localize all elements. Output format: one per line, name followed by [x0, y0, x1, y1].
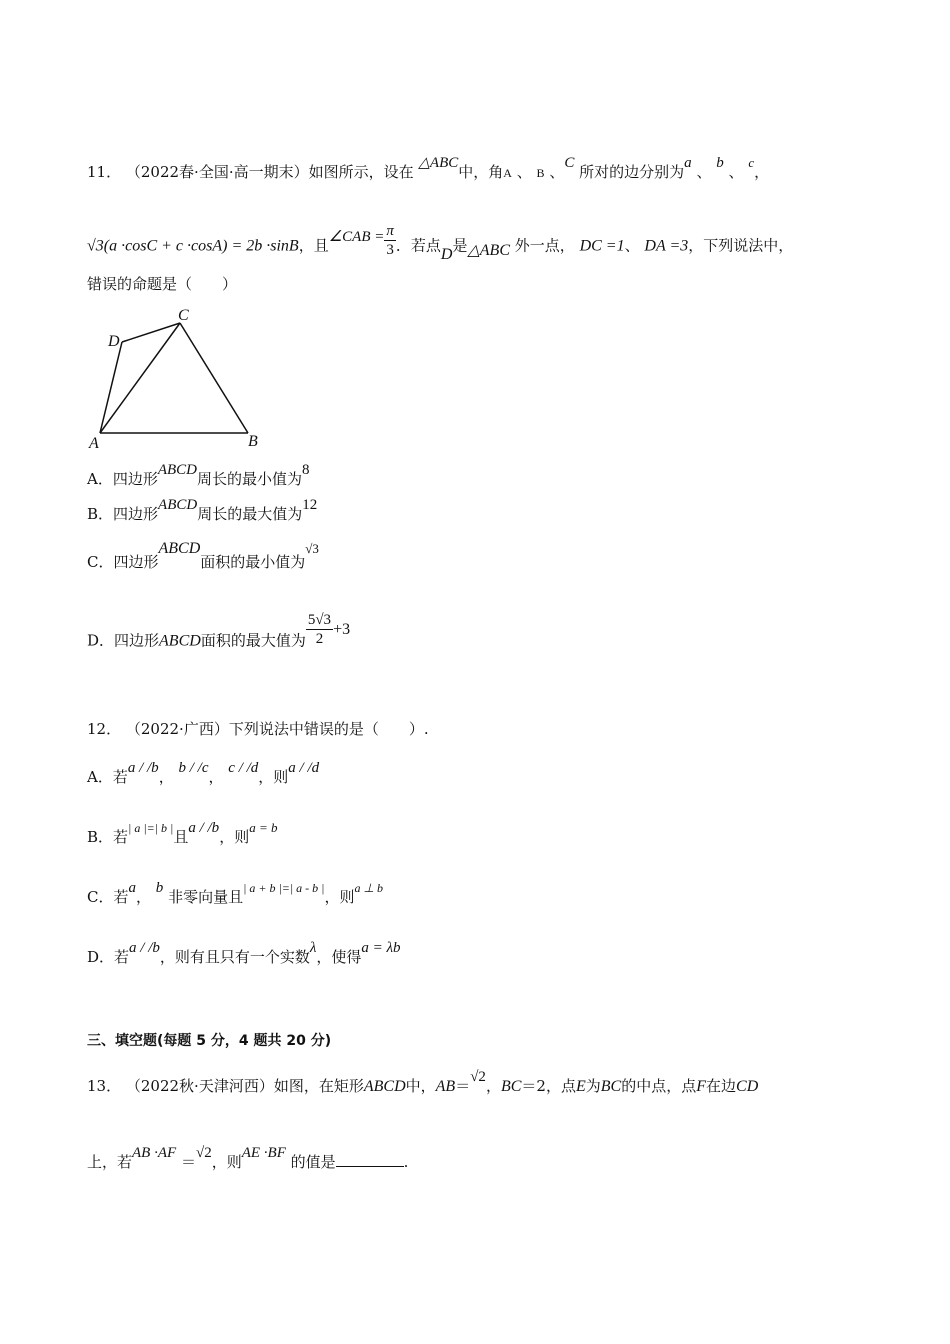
option-label: C．四边形 — [87, 553, 159, 571]
q11-comma: ， — [754, 163, 770, 181]
expr: a = λb — [361, 940, 401, 956]
option-label: B．若 — [87, 828, 129, 846]
q11-angle-a: A — [503, 166, 512, 180]
option-abcd: ABCD — [157, 462, 198, 478]
q11-text-mid: 中，角 — [458, 163, 504, 181]
then: ，使得 — [316, 948, 362, 966]
q11-side-b: b — [716, 155, 724, 171]
option-value: 8 — [302, 462, 310, 478]
q11-figure — [87, 305, 267, 453]
expr: c / /d — [228, 760, 259, 776]
q13-eq: ＝ — [455, 1077, 471, 1095]
q13-sqrt2: √2 — [195, 1145, 212, 1161]
q13-text: ， — [485, 1077, 501, 1095]
option-label: A．若 — [87, 768, 128, 786]
option-label: A．四边形 — [87, 470, 158, 488]
then: ，则 — [324, 888, 355, 906]
fraction-den: 2 — [315, 631, 324, 647]
option-text: 面积的最小值为 — [200, 553, 306, 571]
q13-line2 — [87, 1145, 409, 1173]
option-text: 周长的最小值为 — [197, 470, 303, 488]
option-value: 12 — [302, 497, 318, 513]
q11-and: ，且 — [298, 236, 329, 255]
text: 非零向量且 — [168, 888, 244, 906]
comma: ， — [208, 768, 224, 786]
label-a: A — [89, 435, 99, 452]
option-label: C．若 — [87, 888, 129, 906]
expr: a / /b — [129, 940, 160, 956]
edge-dc — [122, 323, 180, 342]
expr: a / /b — [127, 760, 159, 776]
q11-da: DA =3 — [644, 237, 689, 255]
q13-text: 如图，在矩形 — [273, 1077, 364, 1095]
q13-text: 的中点，点 — [621, 1077, 697, 1095]
answer-blank[interactable] — [336, 1152, 404, 1167]
expr: a — [128, 880, 136, 896]
q13-text: 中， — [405, 1077, 436, 1095]
q11-option-a — [87, 462, 310, 490]
q13-text: ＝2，点 — [521, 1077, 576, 1095]
q13-text: ，则 — [211, 1153, 242, 1171]
q11-triangle: △ABC — [418, 155, 459, 171]
q11-angle-c: C — [564, 155, 575, 171]
q11-equation: √3(a ·cosC + c ·cosA) = 2b ·sinB — [87, 237, 299, 255]
expr: a / /b — [188, 820, 220, 836]
q11-side-a: a — [684, 155, 692, 171]
q11-following: ，下列说法中， — [688, 236, 794, 255]
q13-text: 的值是 — [290, 1153, 336, 1171]
q13-e: E — [575, 1078, 586, 1095]
q12-option-d — [87, 940, 401, 968]
edge-bc — [180, 323, 248, 433]
then: ，则 — [258, 768, 289, 786]
q11-pi: π — [386, 223, 394, 239]
expr: | a + b |=| a - b | — [243, 881, 325, 895]
expr: λ — [309, 940, 317, 956]
q13-ab: AB — [435, 1078, 456, 1095]
fraction-num: 5√3 — [307, 612, 332, 628]
q13-bc: BC — [600, 1078, 622, 1095]
label-d: D — [108, 333, 120, 350]
q11-pi-over-3 — [384, 222, 396, 259]
q11-angle-cab: ∠CAB = — [328, 228, 385, 245]
option-abcd: ABCD — [158, 497, 198, 513]
option-label: D．若 — [87, 948, 130, 966]
q11-is: 是 — [452, 236, 468, 255]
q13-number: 13． — [87, 1077, 122, 1095]
expr: | a |=| b | — [128, 821, 174, 835]
expr: a = b — [249, 820, 278, 835]
q11-option-b — [87, 497, 318, 525]
q12-source: （2022·广西） — [125, 720, 229, 738]
q12-option-a — [87, 760, 320, 788]
option-fraction — [306, 611, 333, 648]
label-b: B — [248, 433, 258, 450]
q12-option-b — [87, 820, 278, 848]
option-text: 周长的最大值为 — [197, 505, 303, 523]
option-text: 面积的最大值为 — [200, 631, 306, 650]
q13-text: 在边 — [706, 1077, 737, 1095]
option-label: D．四边形 — [87, 631, 160, 650]
q11-option-d — [87, 612, 351, 660]
q11-dc: DC =1 — [579, 237, 625, 255]
q13-text: 上，若 — [87, 1153, 133, 1171]
comma: ， — [158, 768, 174, 786]
q11-angle-b: B — [536, 166, 545, 180]
q13-bc: BC — [500, 1078, 522, 1095]
section3-title: 三、填空题(每题 5 分，4 题共 20 分) — [87, 1033, 332, 1049]
q11-outside: 外一点， — [514, 236, 575, 255]
q11-sep: 、 — [696, 163, 712, 181]
q11-side-c: c — [748, 155, 755, 170]
option-plus: +3 — [333, 620, 351, 638]
q11-source: （2022春·全国·高一期末） — [125, 163, 309, 181]
expr: b / /c — [178, 760, 209, 776]
q11-text-rest: 所对的边分别为 — [579, 163, 685, 181]
q13-end: . — [403, 1153, 409, 1171]
q12-line1 — [87, 719, 429, 739]
q13-sqrt2: √2 — [470, 1069, 486, 1085]
q13-source: （2022秋·天津河西） — [125, 1077, 274, 1095]
edge-ad — [100, 342, 122, 433]
comma: ， — [135, 888, 151, 906]
q11-option-c — [87, 540, 319, 573]
q11-sep: 、 — [516, 163, 532, 181]
q12-text: 下列说法中错误的是（ ）. — [228, 720, 429, 738]
q13-dot1: AB ·AF — [132, 1145, 177, 1161]
option-abcd: ABCD — [159, 632, 201, 650]
q11-point-d: D — [440, 245, 453, 263]
option-abcd: ABCD — [158, 540, 201, 557]
q11-three: 3 — [386, 242, 394, 258]
q11-dun: 、 — [624, 236, 640, 255]
q12-number: 12． — [87, 720, 122, 738]
option-label: B．四边形 — [87, 505, 159, 523]
and: 且 — [173, 828, 189, 846]
q13-eq: ＝ — [180, 1153, 196, 1171]
q11-line1 — [87, 155, 770, 183]
q13-abcd: ABCD — [363, 1078, 406, 1095]
expr: b — [155, 880, 164, 896]
q13-f: F — [696, 1078, 706, 1095]
q11-if-point: ．若点 — [395, 236, 441, 255]
q13-text: 为 — [585, 1077, 601, 1095]
text: ，则有且只有一个实数 — [159, 948, 310, 966]
q11-text: 如图所示，设在 — [308, 163, 414, 181]
q11-sep: 、 — [549, 163, 565, 181]
q12-option-c — [87, 880, 383, 908]
q11-line2 — [87, 223, 794, 265]
expr: a / /d — [288, 760, 320, 776]
q13-cd: CD — [736, 1078, 759, 1095]
q13-dot2: AE ·BF — [241, 1145, 286, 1161]
then: ，则 — [219, 828, 250, 846]
expr: a ⊥ b — [354, 881, 383, 895]
label-c: C — [178, 307, 189, 324]
q13-line1 — [87, 1069, 759, 1097]
option-value: √3 — [305, 541, 319, 556]
q11-sep: 、 — [728, 163, 744, 181]
q11-number: 11． — [87, 163, 122, 181]
q11-triangle-2: △ABC — [467, 241, 510, 259]
q11-question: 错误的命题是（ ） — [87, 275, 238, 293]
